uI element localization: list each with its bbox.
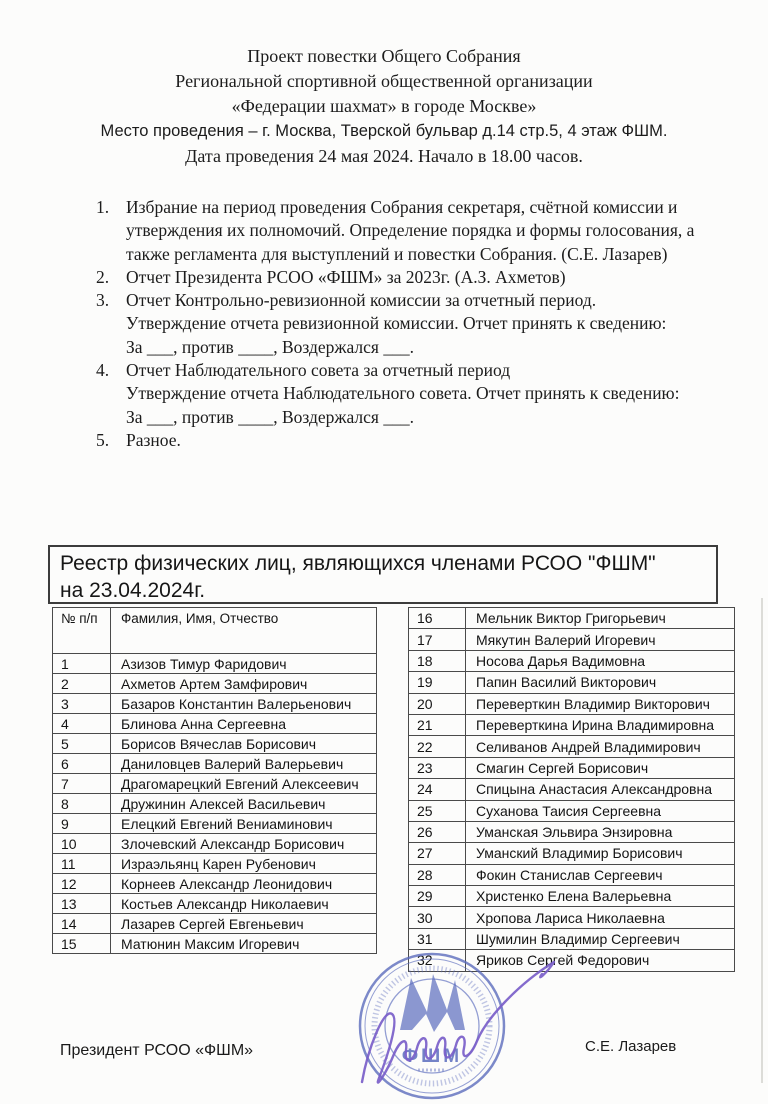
row-number-cell: 17 (409, 629, 466, 650)
table-row (53, 934, 377, 954)
table-header-row (53, 608, 377, 654)
signer-name-text: С.Е. Лазарев (585, 1038, 677, 1055)
member-name-cell: Переверткина Ирина Владимировна (466, 714, 735, 735)
table-row (53, 874, 377, 894)
agenda-item-body (126, 429, 744, 452)
row-number-cell: 10 (53, 834, 111, 854)
table-row (53, 774, 377, 794)
row-number-cell: 12 (53, 874, 111, 894)
table-row (409, 757, 735, 778)
agenda-line: Утверждение отчета ревизионной комиссии. Отчет принять к сведению: (126, 313, 667, 334)
agenda-item-3 (96, 289, 744, 359)
row-number-cell: 3 (53, 694, 111, 714)
agenda-item-number: 3. (96, 290, 110, 311)
table-row (53, 894, 377, 914)
agenda-line-vote-blanks: За ___, против ____, Воздержался ___. (126, 336, 414, 357)
member-name-cell: Матюнин Максим Игоревич (111, 934, 377, 954)
agenda-line: Отчет Наблюдательного совета за отчетный период (126, 360, 511, 381)
agenda-line: Разное. (126, 429, 181, 450)
stamp-fshm (346, 948, 576, 1104)
row-number-cell: 22 (409, 736, 466, 757)
agenda-item-1 (96, 196, 744, 266)
members-table-right (408, 607, 735, 972)
agenda-line: утверждения их полномочий. Определение порядка и формы голосования, а (126, 220, 695, 241)
member-name-cell: Смагин Сергей Борисович (466, 757, 735, 778)
row-number-cell: 7 (53, 774, 111, 794)
member-name-cell: Борисов Вячеслав Борисович (111, 734, 377, 754)
table-row (409, 886, 735, 907)
row-number-cell: 8 (53, 794, 111, 814)
member-name-cell: Хропова Лариса Николаевна (466, 907, 735, 928)
table-row (53, 734, 377, 754)
row-number-cell: 19 (409, 672, 466, 693)
table-row (409, 779, 735, 800)
row-number-cell: 4 (53, 714, 111, 734)
registry-title-line2: на 23.04.2024г. (60, 579, 206, 602)
registry-title-line1: Реестр физических лиц, являющихся членами РСОО "ФШМ" (60, 552, 656, 575)
row-number-cell: 13 (53, 894, 111, 914)
table-row (53, 914, 377, 934)
header-line-date: Дата проведения 24 мая 2024. Начало в 18.00 часов. (185, 146, 583, 166)
agenda-item-body (126, 266, 744, 289)
members-table-left (52, 607, 377, 954)
header-line-org: Региональной спортивной общественной организации (175, 71, 593, 91)
table-row (409, 693, 735, 714)
stamp-m-logo (400, 974, 465, 1032)
row-number-cell: 15 (53, 934, 111, 954)
row-number-cell: 9 (53, 814, 111, 834)
member-name-cell: Корнеев Александр Леонидович (111, 874, 377, 894)
member-name-cell: Селиванов Андрей Владимирович (466, 736, 735, 757)
table-row (409, 864, 735, 885)
table-row (53, 714, 377, 734)
agenda-item-body (126, 196, 744, 266)
table-row (409, 629, 735, 650)
row-number-cell: 14 (53, 914, 111, 934)
row-number-cell: 31 (409, 928, 466, 949)
row-number-cell: 26 (409, 821, 466, 842)
header-line-federation: «Федерации шахмат» в городе Москве» (231, 96, 537, 116)
agenda-line: также регламента для выступлений и повестки Собрания. (С.Е. Лазарев) (126, 243, 668, 264)
member-name-cell: Дружинин Алексей Васильевич (111, 794, 377, 814)
row-number-cell: 23 (409, 757, 466, 778)
member-name-cell: Спицына Анастасия Александровна (466, 779, 735, 800)
row-number-cell: 16 (409, 608, 466, 629)
agenda-line-vote-blanks: За ___, против ____, Воздержался ___. (126, 406, 414, 427)
member-name-cell: Шумилин Владимир Сергеевич (466, 928, 735, 949)
member-name-cell: Лазарев Сергей Евгеньевич (111, 914, 377, 934)
member-name-cell: Яриков Сергей Федорович (466, 950, 735, 971)
row-number-cell: 25 (409, 800, 466, 821)
table-row (409, 821, 735, 842)
row-number-cell: 28 (409, 864, 466, 885)
president-title-text: Президент РСОО «ФШМ» (60, 1042, 254, 1059)
row-number-cell: 11 (53, 854, 111, 874)
table-row (53, 694, 377, 714)
table-row (409, 608, 735, 629)
row-number-cell: 2 (53, 674, 111, 694)
member-name-cell: Носова Дарья Вадимовна (466, 650, 735, 671)
row-number-cell: 1 (53, 654, 111, 674)
table-row (53, 814, 377, 834)
stamp-fshm-text: ФШМ (401, 1046, 463, 1067)
row-number-cell: 29 (409, 886, 466, 907)
table-row (409, 714, 735, 735)
row-number-cell: 24 (409, 779, 466, 800)
row-number-cell: 6 (53, 754, 111, 774)
member-name-cell: Даниловцев Валерий Валерьевич (111, 754, 377, 774)
table-row (53, 654, 377, 674)
agenda-item-number: 1. (96, 197, 110, 217)
table-row (409, 928, 735, 949)
member-name-cell: Христенко Елена Валерьевна (466, 886, 735, 907)
row-number-cell: 27 (409, 843, 466, 864)
table-row (409, 672, 735, 693)
header-line-title: Проект повестки Общего Собрания (247, 46, 521, 66)
agenda-item-number: 5. (96, 429, 110, 450)
row-number-cell: 32 (409, 950, 466, 971)
table-row (53, 794, 377, 814)
agenda-item-body (126, 289, 744, 359)
agenda-line: Отчет Президента РСОО «ФШМ» за 2023г. (А.З. Ахметов) (126, 266, 566, 287)
member-name-cell: Злочевский Александр Борисович (111, 834, 377, 854)
table-row (409, 907, 735, 928)
member-name-cell: Костьев Александр Николаевич (111, 894, 377, 914)
table-row (53, 854, 377, 874)
table-row (409, 800, 735, 821)
registry-title-box (48, 545, 718, 604)
column-header-number: № п/п (53, 608, 111, 654)
row-number-cell: 21 (409, 714, 466, 735)
table-row (409, 736, 735, 757)
member-name-cell: Базаров Константин Валерьенович (111, 694, 377, 714)
member-name-cell: Папин Василий Викторович (466, 672, 735, 693)
table-row (53, 674, 377, 694)
row-number-cell: 30 (409, 907, 466, 928)
agenda-line: Отчет Контрольно-ревизионной комиссии за отчетный период. (126, 290, 597, 311)
table-row (409, 650, 735, 671)
member-name-cell: Елецкий Евгений Вениаминович (111, 814, 377, 834)
member-name-cell: Блинова Анна Сергеевна (111, 714, 377, 734)
member-name-cell: Мельник Виктор Григорьевич (466, 608, 735, 629)
scan-edge-line (761, 598, 763, 1083)
agenda-line: Утверждение отчета Наблюдательного совета. Отчет принять к сведению: (126, 383, 680, 404)
agenda-item-body (126, 359, 744, 429)
member-name-cell: Уманский Владимир Борисович (466, 843, 735, 864)
member-name-cell: Уманская Эльвира Энзировна (466, 821, 735, 842)
member-name-cell: Драгомарецкий Евгений Алексеевич (111, 774, 377, 794)
agenda-item-5 (96, 429, 744, 452)
header-line-venue: Место проведения – г. Москва, Тверской бульвар д.14 стр.5, 4 этаж ФШМ. (100, 122, 668, 140)
agenda-item-2 (96, 266, 744, 289)
table-row (53, 754, 377, 774)
agenda-item-number: 4. (96, 360, 110, 381)
member-name-cell: Азизов Тимур Фаридович (111, 654, 377, 674)
member-name-cell: Фокин Станислав Сергеевич (466, 864, 735, 885)
table-row (53, 834, 377, 854)
agenda-list (96, 196, 744, 452)
agenda-item-4 (96, 359, 744, 429)
member-name-cell: Суханова Таисия Сергеевна (466, 800, 735, 821)
member-name-cell: Мякутин Валерий Игоревич (466, 629, 735, 650)
member-name-cell: Переверткин Владимир Викторович (466, 693, 735, 714)
column-header-name: Фамилия, Имя, Отчество (111, 608, 377, 654)
row-number-cell: 20 (409, 693, 466, 714)
member-name-cell: Ахметов Артем Замфирович (111, 674, 377, 694)
agenda-item-number: 2. (96, 266, 110, 287)
member-name-cell: Израэльянц Карен Рубенович (111, 854, 377, 874)
document-header (0, 44, 768, 169)
table-row (409, 843, 735, 864)
row-number-cell: 5 (53, 734, 111, 754)
agenda-line: Избрание на период проведения Собрания секретаря, счётной комиссии и (126, 197, 678, 217)
row-number-cell: 18 (409, 650, 466, 671)
